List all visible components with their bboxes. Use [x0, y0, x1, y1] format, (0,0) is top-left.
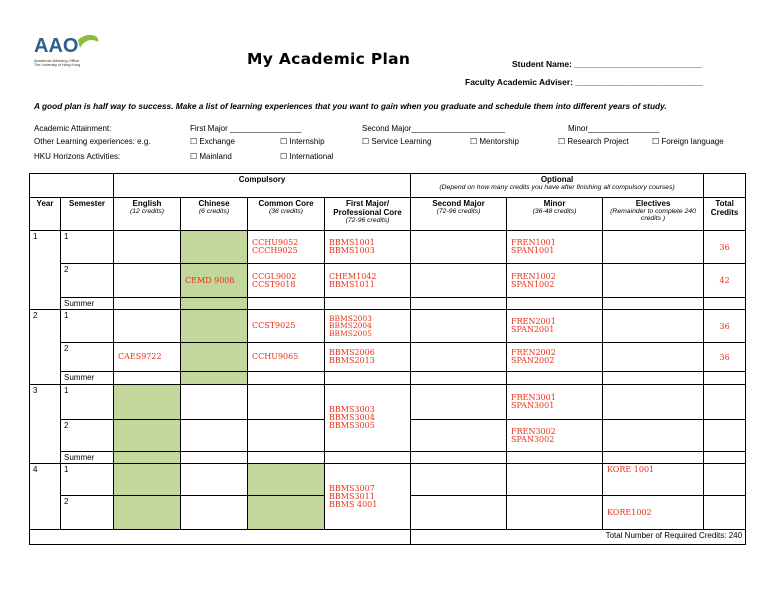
- course-entry: BBMS2005: [329, 328, 372, 338]
- second-major-cell[interactable]: [411, 496, 507, 530]
- group-header-row: [30, 174, 746, 198]
- course-entry: CCGL9002: [252, 271, 297, 281]
- course-entry: BBMS1001: [329, 238, 375, 247]
- first-major-header: [325, 198, 411, 231]
- chinese-cell[interactable]: [181, 264, 248, 298]
- semester-cell: 1: [61, 231, 114, 264]
- electives-cell[interactable]: [603, 231, 704, 264]
- second-major-header: [411, 198, 507, 231]
- learning-experiences-label: Other Learning experiences: e.g.: [34, 137, 151, 146]
- minor-cell[interactable]: [507, 385, 603, 420]
- optional-label: Optional: [540, 175, 574, 184]
- second-major-cell[interactable]: [411, 298, 507, 310]
- course-entry: CCCH9025: [252, 246, 298, 255]
- total-credits-cell[interactable]: [704, 385, 746, 420]
- total-credits-cell[interactable]: 36: [704, 231, 746, 264]
- english-cell[interactable]: [114, 310, 181, 343]
- semester-cell: Summer: [61, 372, 114, 385]
- chinese-cell[interactable]: [181, 464, 248, 496]
- semester-cell: 2: [61, 343, 114, 372]
- year-cell: 3: [30, 385, 61, 464]
- minor-cell[interactable]: [507, 231, 603, 264]
- semester-cell: Summer: [61, 452, 114, 464]
- table-row: [30, 298, 746, 310]
- total-credits-cell[interactable]: [704, 372, 746, 385]
- electives-header: [603, 198, 704, 231]
- total-header: Total Credits: [704, 198, 746, 231]
- semester-cell: 1: [61, 385, 114, 420]
- table-row: [30, 310, 746, 343]
- aao-logo: [34, 34, 114, 74]
- mainland-checkbox[interactable]: ☐ Mainland: [190, 152, 232, 161]
- semester-cell: 2: [61, 420, 114, 452]
- english-cell[interactable]: [114, 231, 181, 264]
- second-major-cell[interactable]: [411, 310, 507, 343]
- english-cell[interactable]: [114, 452, 181, 464]
- minor-cell[interactable]: [507, 496, 603, 530]
- common-core-cell[interactable]: [248, 496, 325, 530]
- minor-cell[interactable]: [507, 264, 603, 298]
- tagline: A good plan is half way to success. Make a list of learning experiences that you want to gain when you graduate and schedule them into different years of study.: [34, 101, 667, 111]
- mentorship-checkbox[interactable]: ☐ Mentorship: [470, 137, 519, 146]
- course-entry: BBMS1011: [329, 279, 375, 289]
- research-project-checkbox[interactable]: ☐ Research Project: [558, 137, 629, 146]
- english-cell[interactable]: [114, 264, 181, 298]
- exchange-checkbox[interactable]: ☐ Exchange: [190, 137, 235, 146]
- first-major-cell[interactable]: [325, 464, 411, 530]
- year-header: Year: [30, 198, 61, 231]
- international-checkbox[interactable]: ☐ International: [280, 152, 334, 161]
- electives-cell[interactable]: [603, 464, 704, 496]
- chinese-cell[interactable]: [181, 452, 248, 464]
- course-entry: FREN3002: [511, 426, 556, 436]
- faculty-adviser-field[interactable]: Faculty Academic Adviser: ___________________________: [465, 77, 704, 87]
- minor-cell[interactable]: [507, 420, 603, 452]
- total-credits-cell[interactable]: [704, 298, 746, 310]
- course-entry: CAES9722: [118, 352, 162, 361]
- course-entry: CCHU9052: [252, 238, 299, 247]
- year-cell: 2: [30, 310, 61, 385]
- logo-caption-2: The University of Hong Kong: [34, 63, 80, 67]
- blank-footer-cell: [30, 530, 411, 545]
- total-credits-cell[interactable]: [704, 420, 746, 452]
- table-row: [30, 343, 746, 372]
- course-entry: BBMS2006: [329, 348, 375, 357]
- course-entry: BBMS2013: [329, 356, 375, 365]
- total-required-credits: Total Number of Required Credits: 240: [411, 530, 746, 545]
- total-required-row: [30, 530, 746, 545]
- blank-header-cell: [30, 174, 114, 198]
- electives-cell[interactable]: [603, 310, 704, 343]
- second-major-cell[interactable]: [411, 464, 507, 496]
- first-major-cell[interactable]: [325, 343, 411, 372]
- electives-cell[interactable]: [603, 343, 704, 372]
- course-entry: CHEM1042: [329, 271, 377, 281]
- first-major-credits: (72-96 credits): [345, 217, 390, 224]
- total-credits-cell[interactable]: [704, 496, 746, 530]
- course-entry: FREN2002: [511, 348, 556, 357]
- table-row: [30, 372, 746, 385]
- compulsory-header: [114, 174, 411, 198]
- common-core-cell[interactable]: [248, 298, 325, 310]
- minor-field[interactable]: Minor________________: [568, 124, 660, 133]
- english-cell[interactable]: [114, 385, 181, 420]
- semester-cell: 1: [61, 310, 114, 343]
- minor-cell[interactable]: [507, 452, 603, 464]
- course-entry: SPAN1001: [511, 246, 555, 255]
- electives-credits: (Remainder to complete 240 credits ): [610, 208, 696, 222]
- total-credits-cell[interactable]: 36: [704, 343, 746, 372]
- first-major-cell[interactable]: [325, 231, 411, 264]
- page-title: My Academic Plan: [247, 50, 411, 68]
- common-core-cell[interactable]: [248, 420, 325, 452]
- common-core-credits: (36 credits): [269, 208, 303, 215]
- course-entry: FREN1001: [511, 238, 556, 247]
- common-core-cell[interactable]: [248, 310, 325, 343]
- chinese-cell[interactable]: [181, 420, 248, 452]
- first-major-cell[interactable]: [325, 452, 411, 464]
- english-cell[interactable]: [114, 298, 181, 310]
- first-major-cell[interactable]: [325, 372, 411, 385]
- optional-header: [411, 174, 704, 198]
- electives-cell[interactable]: [603, 496, 704, 530]
- second-major-credits: (72-96 credits): [436, 208, 481, 215]
- blank-total-header: [704, 174, 746, 198]
- first-major-cell[interactable]: [325, 385, 411, 452]
- chinese-cell[interactable]: [181, 310, 248, 343]
- second-major-cell[interactable]: [411, 264, 507, 298]
- second-major-cell[interactable]: [411, 231, 507, 264]
- table-row: [30, 452, 746, 464]
- minor-cell[interactable]: [507, 310, 603, 343]
- first-major-field[interactable]: First Major ________________: [190, 124, 302, 133]
- column-header-row: [30, 198, 746, 231]
- semester-header: Semester: [61, 198, 114, 231]
- minor-credits: (36-48 credits): [532, 208, 577, 215]
- minor-cell[interactable]: [507, 298, 603, 310]
- chinese-cell[interactable]: [181, 231, 248, 264]
- second-major-field[interactable]: Second Major_____________________: [362, 124, 505, 133]
- total-credits-cell[interactable]: [704, 452, 746, 464]
- electives-label: Electives: [635, 199, 671, 208]
- electives-cell[interactable]: [603, 372, 704, 385]
- course-entry: CEMD 9008: [185, 275, 235, 285]
- chinese-label: Chinese: [198, 199, 230, 208]
- electives-cell[interactable]: [603, 385, 704, 420]
- table-row: [30, 264, 746, 298]
- semester-cell: Summer: [61, 298, 114, 310]
- chinese-header: [181, 198, 248, 231]
- common-core-cell[interactable]: [248, 231, 325, 264]
- chinese-cell[interactable]: [181, 385, 248, 420]
- table-row: [30, 464, 746, 496]
- year-cell: 4: [30, 464, 61, 530]
- semester-cell: 1: [61, 464, 114, 496]
- common-core-cell[interactable]: [248, 343, 325, 372]
- english-credits: (12 credits): [130, 208, 164, 215]
- table-row: [30, 231, 746, 264]
- course-entry: CCST9018: [252, 279, 296, 289]
- year-cell: 1: [30, 231, 61, 310]
- english-cell[interactable]: [114, 464, 181, 496]
- course-entry: SPAN2002: [511, 356, 555, 365]
- compulsory-label: Compulsory: [238, 175, 286, 184]
- course-entry: FREN1002: [511, 271, 556, 281]
- minor-cell[interactable]: [507, 464, 603, 496]
- course-entry: BBMS3003: [329, 405, 375, 414]
- course-entry: BBMS2003: [329, 313, 372, 323]
- course-entry: BBMS3011: [329, 491, 375, 501]
- second-major-cell[interactable]: [411, 372, 507, 385]
- total-credits-cell[interactable]: 42: [704, 264, 746, 298]
- course-entry: SPAN3002: [511, 434, 555, 444]
- english-cell[interactable]: [114, 372, 181, 385]
- minor-label: Minor: [543, 199, 566, 208]
- course-entry: FREN2001: [511, 317, 556, 326]
- first-major-cell[interactable]: [325, 310, 411, 343]
- chinese-cell[interactable]: [181, 343, 248, 372]
- course-entry: BBMS3004: [329, 413, 375, 422]
- course-entry: CCHU9065: [252, 352, 299, 361]
- academic-attainment-label: Academic Attainment:: [34, 124, 112, 133]
- logo-caption-1: Academic Advising Office: [34, 58, 80, 63]
- total-credits-cell[interactable]: 36: [704, 310, 746, 343]
- course-entry: KORE1002: [607, 507, 652, 517]
- minor-cell[interactable]: [507, 372, 603, 385]
- course-entry: BBMS 4001: [329, 499, 378, 509]
- electives-cell[interactable]: [603, 298, 704, 310]
- course-entry: CCST9025: [252, 321, 296, 330]
- chinese-cell[interactable]: [181, 496, 248, 530]
- service-learning-checkbox[interactable]: ☐ Service Learning: [362, 137, 432, 146]
- semester-cell: 2: [61, 496, 114, 530]
- course-entry: BBMS3007: [329, 483, 375, 493]
- horizons-activities-label: HKU Horizons Activities:: [34, 152, 121, 161]
- total-credits-cell[interactable]: [704, 464, 746, 496]
- electives-cell[interactable]: [603, 452, 704, 464]
- common-core-label: Common Core: [258, 199, 314, 208]
- second-major-cell[interactable]: [411, 420, 507, 452]
- foreign-language-checkbox[interactable]: ☐ Foreign language: [652, 137, 724, 146]
- course-entry: FREN3001: [511, 393, 556, 402]
- course-entry: BBMS1003: [329, 246, 375, 255]
- second-major-cell[interactable]: [411, 452, 507, 464]
- english-label: English: [132, 199, 162, 208]
- chinese-credits: (6 credits): [198, 208, 230, 215]
- course-entry: SPAN3001: [511, 401, 555, 410]
- course-entry: SPAN1002: [511, 279, 555, 289]
- common-core-cell[interactable]: [248, 464, 325, 496]
- common-core-cell[interactable]: [248, 372, 325, 385]
- common-core-header: [248, 198, 325, 231]
- student-name-field[interactable]: Student Name: ___________________________: [512, 59, 702, 69]
- english-header: [114, 198, 181, 231]
- second-major-label: Second Major: [432, 199, 485, 208]
- first-major-label: First Major/ Professional Core: [333, 199, 402, 217]
- aao-logo-mark: [34, 34, 104, 58]
- first-major-cell[interactable]: [325, 298, 411, 310]
- electives-cell[interactable]: [603, 264, 704, 298]
- course-entry: KORE 1001: [607, 465, 655, 474]
- semester-cell: 2: [61, 264, 114, 298]
- leaf-icon: [78, 35, 98, 48]
- minor-header: [507, 198, 603, 231]
- first-major-cell[interactable]: [325, 264, 411, 298]
- second-major-cell[interactable]: [411, 385, 507, 420]
- course-entry: SPAN2001: [511, 325, 555, 334]
- optional-note: (Depend on how many credits you have after finishing all compulsory courses): [439, 184, 675, 191]
- second-major-cell[interactable]: [411, 343, 507, 372]
- table-row: [30, 385, 746, 420]
- electives-cell[interactable]: [603, 420, 704, 452]
- logo-letters: AAO: [34, 35, 79, 57]
- common-core-cell[interactable]: [248, 264, 325, 298]
- academic-plan-table: [29, 173, 746, 545]
- chinese-cell[interactable]: [181, 372, 248, 385]
- minor-cell[interactable]: [507, 343, 603, 372]
- english-cell[interactable]: [114, 420, 181, 452]
- english-cell[interactable]: [114, 343, 181, 372]
- course-entry: BBMS2004: [329, 321, 372, 331]
- internship-checkbox[interactable]: ☐ Internship: [280, 137, 325, 146]
- common-core-cell[interactable]: [248, 452, 325, 464]
- chinese-cell[interactable]: [181, 298, 248, 310]
- english-cell[interactable]: [114, 496, 181, 530]
- course-entry: BBMS3005: [329, 421, 375, 430]
- common-core-cell[interactable]: [248, 385, 325, 420]
